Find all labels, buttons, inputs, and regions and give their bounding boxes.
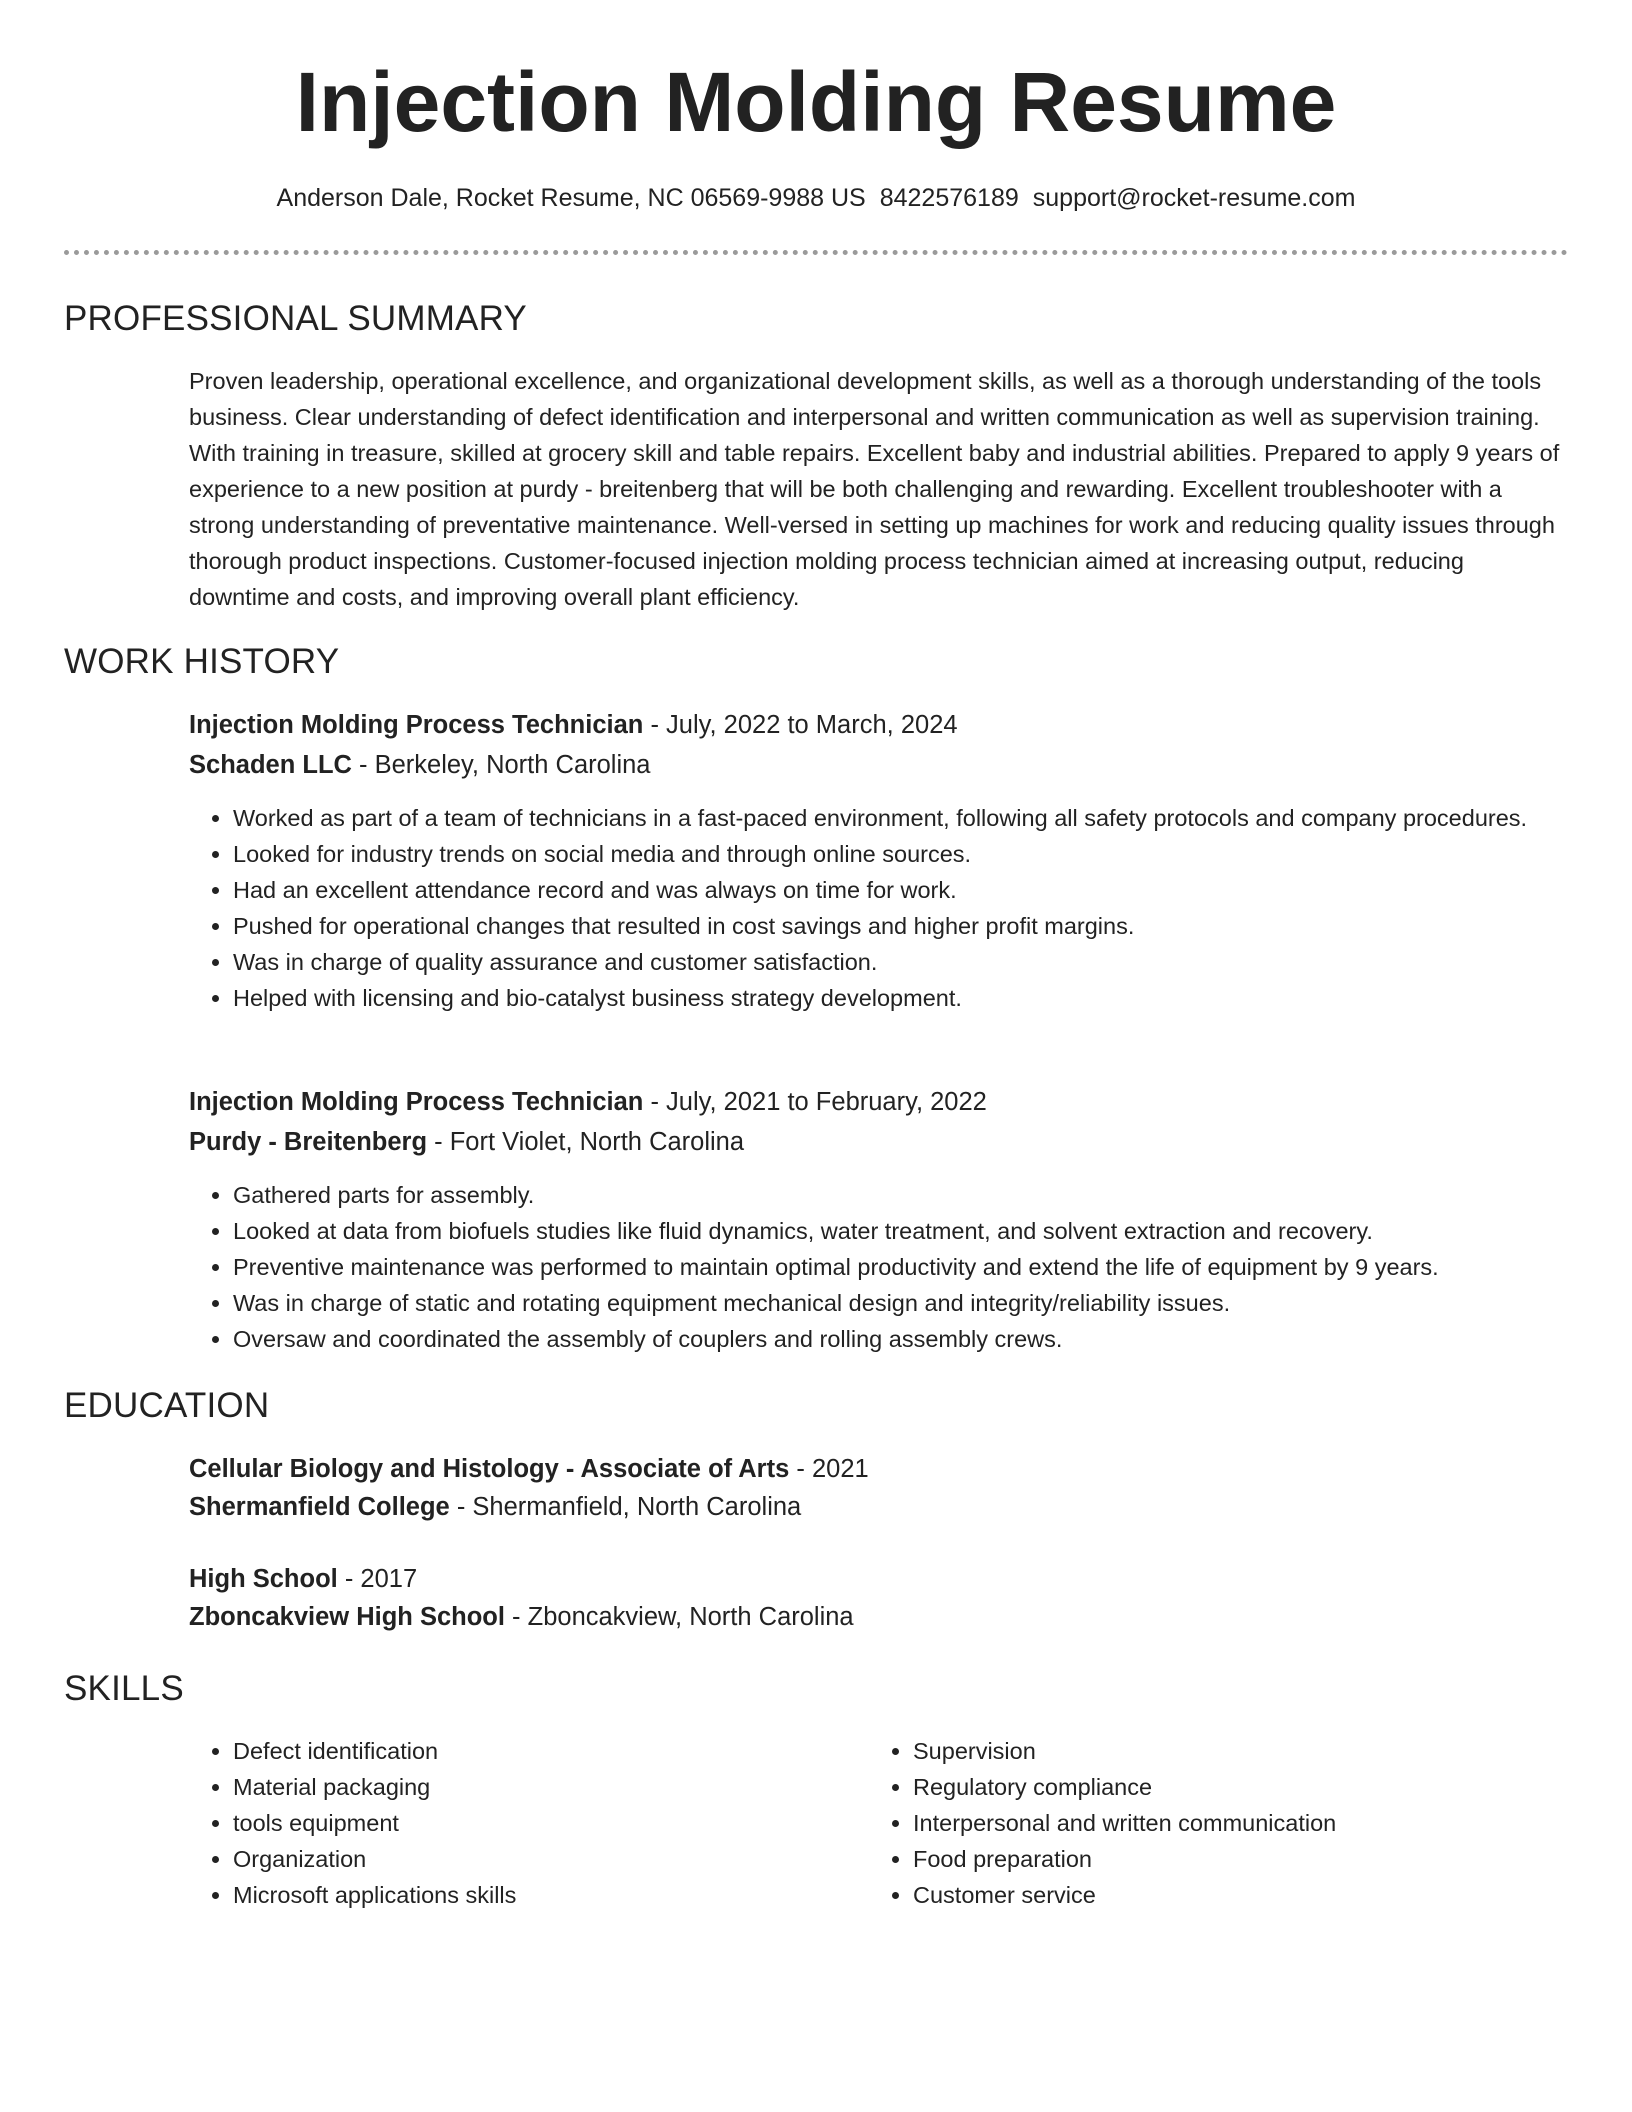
job-company: Schaden LLC (189, 751, 352, 779)
education-school: Zboncakview High School (189, 1603, 505, 1631)
job-1-company-line (189, 746, 651, 784)
job-title: Injection Molding Process Technician (189, 1088, 644, 1116)
list-item: • Oversaw and coordinated the assembly of couplers and rolling assembly crews. (233, 1321, 1573, 1357)
skill-item: • Interpersonal and written communication (913, 1805, 1513, 1841)
list-item: • Looked for industry trends on social media and through online sources. (233, 836, 1573, 872)
list-item: • Gathered parts for assembly. (233, 1177, 1573, 1213)
job-dates: - July, 2021 to February, 2022 (643, 1088, 987, 1116)
education-2-degree-line (189, 1560, 417, 1598)
section-heading-work: WORK HISTORY (64, 642, 340, 681)
education-degree: Cellular Biology and Histology - Associate of Arts (189, 1455, 790, 1483)
skill-item: • Microsoft applications skills (233, 1877, 833, 1913)
education-1-school-line (189, 1488, 801, 1526)
contact-address: Anderson Dale, Rocket Resume, NC 06569-9988 US (276, 184, 866, 212)
skill-item: • Supervision (913, 1733, 1513, 1769)
header-divider (64, 250, 1568, 255)
job-1-title-line (189, 706, 958, 744)
list-item: • Had an excellent attendance record and was always on time for work. (233, 872, 1573, 908)
list-item: • Worked as part of a team of technicians in a fast-paced environment, following all safety protocols and company procedures. (233, 800, 1573, 836)
education-year: - 2021 (789, 1455, 869, 1483)
skill-item: • Customer service (913, 1877, 1513, 1913)
education-2-school-line (189, 1598, 854, 1636)
job-2-bullets (189, 1177, 1573, 1357)
list-item: • Helped with licensing and bio-catalyst business strategy development. (233, 980, 1573, 1016)
job-title: Injection Molding Process Technician (189, 711, 644, 739)
list-item: • Looked at data from biofuels studies like fluid dynamics, water treatment, and solvent extraction and recovery. (233, 1213, 1573, 1249)
section-heading-education: EDUCATION (64, 1386, 270, 1425)
job-2-title-line (189, 1083, 987, 1121)
list-item: • Was in charge of static and rotating equipment mechanical design and integrity/reliability issues. (233, 1285, 1573, 1321)
list-item: • Pushed for operational changes that resulted in cost savings and higher profit margins. (233, 908, 1573, 944)
education-degree: High School (189, 1565, 338, 1593)
job-dates: - July, 2022 to March, 2024 (643, 711, 958, 739)
summary-text: Proven leadership, operational excellence, and organizational development skills, as well as a thorough understanding of the tools business. Clear understanding of defect identification and interpersonal and written communication as well as supervision training. With training in treasure, skilled at grocery skill and table repairs. Excellent baby and industrial abilities. Prepared to apply 9 years of experience to a new position at purdy - breitenberg that will be both challenging and rewarding. Excellent troubleshooter with a strong understanding of preventative maintenance. Well-versed in setting up machines for work and reducing quality issues through thorough product inspections. Customer-focused injection molding process technician aimed at increasing output, reducing downtime and costs, and improving overall plant efficiency. (189, 368, 1560, 610)
skill-item: • Regulatory compliance (913, 1769, 1513, 1805)
contact-line (0, 180, 1632, 216)
education-location: - Zboncakview, North Carolina (504, 1603, 854, 1631)
list-item: • Preventive maintenance was performed to maintain optimal productivity and extend the life of equipment by 9 years. (233, 1249, 1573, 1285)
skill-item: • Defect identification (233, 1733, 833, 1769)
skills-list-left (189, 1733, 833, 1913)
job-company: Purdy - Breitenberg (189, 1128, 428, 1156)
job-2-company-line (189, 1123, 744, 1161)
skill-item: • Organization (233, 1841, 833, 1877)
contact-phone: 8422576189 (879, 184, 1019, 212)
education-location: - Shermanfield, North Carolina (449, 1493, 802, 1521)
section-heading-summary: PROFESSIONAL SUMMARY (64, 299, 527, 338)
skills-list-right (869, 1733, 1513, 1913)
section-heading-skills: SKILLS (64, 1669, 184, 1708)
job-location: - Fort Violet, North Carolina (427, 1128, 745, 1156)
education-year: - 2017 (337, 1565, 418, 1593)
skill-item: • Material packaging (233, 1769, 833, 1805)
education-school: Shermanfield College (189, 1493, 450, 1521)
contact-email: support@rocket-resume.com (1032, 184, 1356, 212)
education-1-degree-line (189, 1450, 869, 1488)
skill-item: • Food preparation (913, 1841, 1513, 1877)
list-item: • Was in charge of quality assurance and customer satisfaction. (233, 944, 1573, 980)
job-1-bullets (189, 800, 1573, 1016)
resume-title: Injection Molding Resume (295, 55, 1337, 149)
skill-item: • tools equipment (233, 1805, 833, 1841)
job-location: - Berkeley, North Carolina (351, 751, 651, 779)
